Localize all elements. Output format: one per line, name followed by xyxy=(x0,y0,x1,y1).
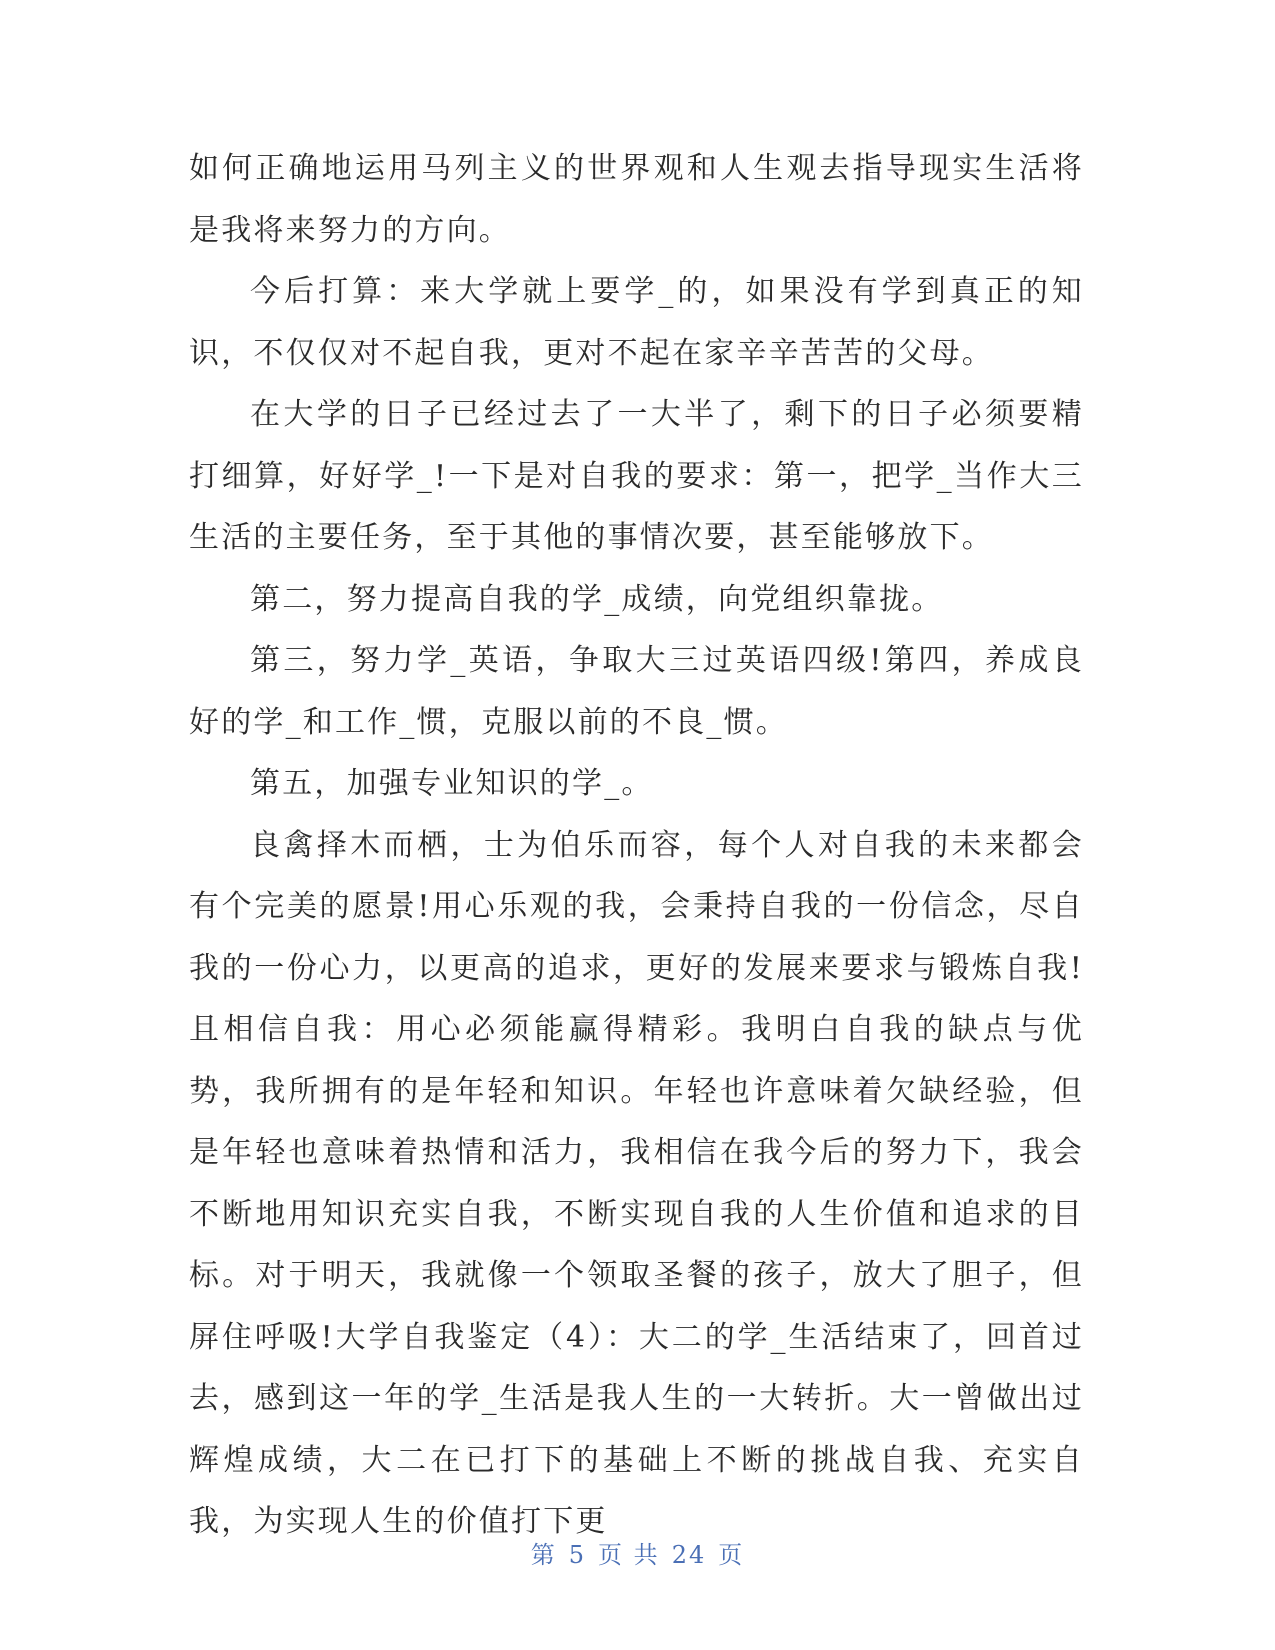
paragraph: 今后打算：来大学就上要学_的，如果没有学到真正的知识，不仅仅对不起自我，更对不起在家辛辛苦苦的父母。 xyxy=(189,274,1084,371)
paragraph: 第二，努力提高自我的学_成绩，向党组织靠拢。 xyxy=(250,581,944,617)
footer-total-pages: 24 xyxy=(671,1541,707,1569)
footer-current-page: 5 xyxy=(568,1541,587,1569)
footer-label-of: 页 共 xyxy=(598,1541,660,1569)
footer-label-end: 页 xyxy=(718,1541,745,1569)
paragraph: 第三，努力学_英语，争取大三过英语四级!第四，养成良好的学_和工作_惯，克服以前的不良_惯。 xyxy=(189,643,1084,740)
paragraph: 在大学的日子已经过去了一大半了，剩下的日子必须要精打细算，好好学_!一下是对自我的要求：第一，把学_当作大三生活的主要任务，至于其他的事情次要，甚至能够放下。 xyxy=(189,397,1084,555)
page-footer xyxy=(0,1535,1275,1570)
paragraph: 良禽择木而栖，士为伯乐而容，每个人对自我的未来都会有个完美的愿景!用心乐观的我，会秉持自我的一份信念，尽自我的一份心力，以更高的追求，更好的发展来要求与锻炼自我!且相信自我：用心必须能赢得精彩。我明白自我的缺点与优势，我所拥有的是年轻和知识。年轻也许意味着欠缺经验，但是年轻也意味着热情和活力，我相信在我今后的努力下，我会不断地用知识充实自我，不断实现自我的人生价值和追求的目标。对于明天，我就像一个领取圣餐的孩子，放大了胆子，但屏住呼吸!大学自我鉴定（4）：大二的学_生活结束了，回首过去，感到这一年的学_生活是我人生的一大转折。大一曾做出过辉煌成绩，大二在已打下的基础上不断的挑战自我、充实自我，为实现人生的价值打下更 xyxy=(189,827,1084,1539)
paragraph: 如何正确地运用马列主义的世界观和人生观去指导现实生活将是我将来努力的方向。 xyxy=(189,151,1084,248)
paragraph: 第五，加强专业知识的学_。 xyxy=(250,766,654,801)
document-body xyxy=(189,138,1084,1553)
footer-label-page: 第 xyxy=(530,1541,557,1569)
